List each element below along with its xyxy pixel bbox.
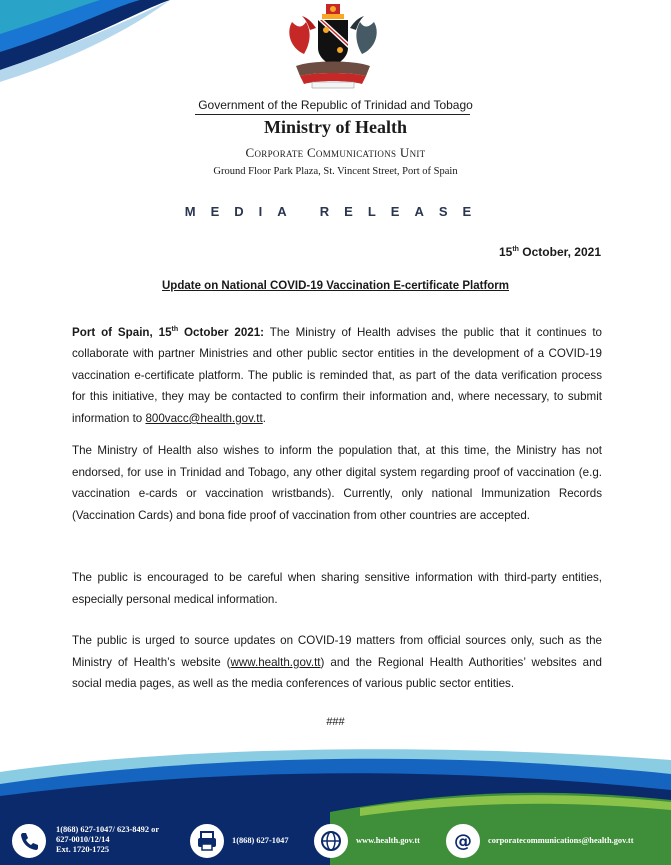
date-rest: October, 2021 — [518, 245, 601, 259]
paragraph-1-end: . — [262, 411, 266, 425]
ministry-website-link[interactable]: www.health.gov.tt — [230, 655, 321, 669]
header-divider — [195, 114, 470, 115]
date-suffix: th — [512, 246, 519, 253]
footer-contacts — [0, 812, 671, 865]
footer-phone-line-2: 627-0010/12/14 — [56, 835, 110, 844]
footer-website[interactable]: www.health.gov.tt — [356, 836, 420, 845]
dateline-lead: Port of Spain, 15 — [72, 325, 172, 339]
paragraph-3: The public is encouraged to be careful when sharing sensitive information with third-party entities, especially personal medical information. — [72, 571, 602, 606]
unit-name: Corporate Communications Unit — [245, 145, 426, 160]
government-name: Government of the Republic of Trinidad and Tobago — [198, 98, 473, 112]
footer-fax: 1(868) 627-1047 — [232, 836, 289, 845]
corner-swoosh-graphic — [0, 0, 170, 90]
fax-icon — [190, 824, 224, 858]
dateline-suffix: th — [171, 326, 179, 333]
end-mark: ### — [326, 716, 345, 728]
footer-phone-line-3: Ext. 1720-1725 — [56, 845, 110, 854]
paragraph-1 — [72, 319, 602, 429]
date-day: 15 — [498, 245, 513, 259]
ministry-address: Ground Floor Park Plaza, St. Vincent Street, Port of Spain — [213, 166, 458, 177]
at-icon — [446, 824, 480, 858]
dateline-end: October 2021: — [178, 325, 265, 339]
media-release-heading: MEDIA RELEASE — [184, 204, 487, 219]
release-date — [499, 245, 601, 259]
dateline — [72, 326, 264, 339]
coat-of-arms-icon — [282, 2, 384, 92]
release-subject: Update on National COVID-19 Vaccination E-certificate Platform — [162, 280, 509, 292]
phone-icon — [12, 824, 46, 858]
paragraph-1-text: The Ministry of Health advises the public that it continues to collaborate with partner Ministries and other public sector entities in the development of a COVID-19 vaccination e-certificate platform. The public is reminded that, as part of the data verification process for this initiative, they may be contacted to confirm their information and, where necessary, to submit information to — [72, 325, 603, 425]
vaccination-email-link[interactable]: 800vacc@health.gov.tt — [145, 411, 263, 425]
paragraph-4-text-1: The public is urged to source updates on COVID-19 matters from official sources only, such as the Ministry of Health’s website ( — [72, 634, 602, 669]
globe-icon — [314, 824, 348, 858]
svg-text:@: @ — [454, 831, 472, 852]
paragraph-4-text-2: ) and the Regional Health Authorities’ websites and social media pages, as well as the media conferences of various public sector entities. — [72, 655, 602, 690]
footer-email[interactable]: corporatecommunications@health.gov.tt — [488, 836, 634, 845]
paragraph-2: The Ministry of Health also wishes to inform the population that, at this time, the Ministry has not endorsed, for use in Trinidad and Tobago, any other digital system regarding proof of vaccination (e.g. vaccination e-cards or vaccination wristbands). Currently, only national Immunization Records (Vaccination Cards) and bona fide proof of vaccination from other countries are accepted. — [72, 444, 602, 522]
paragraph-4 — [72, 630, 602, 695]
footer-phone-line-1: 1(868) 627-1047/ 623-8492 or — [56, 825, 160, 834]
footer-phone — [56, 825, 159, 855]
ministry-name: Ministry of Health — [264, 117, 407, 137]
